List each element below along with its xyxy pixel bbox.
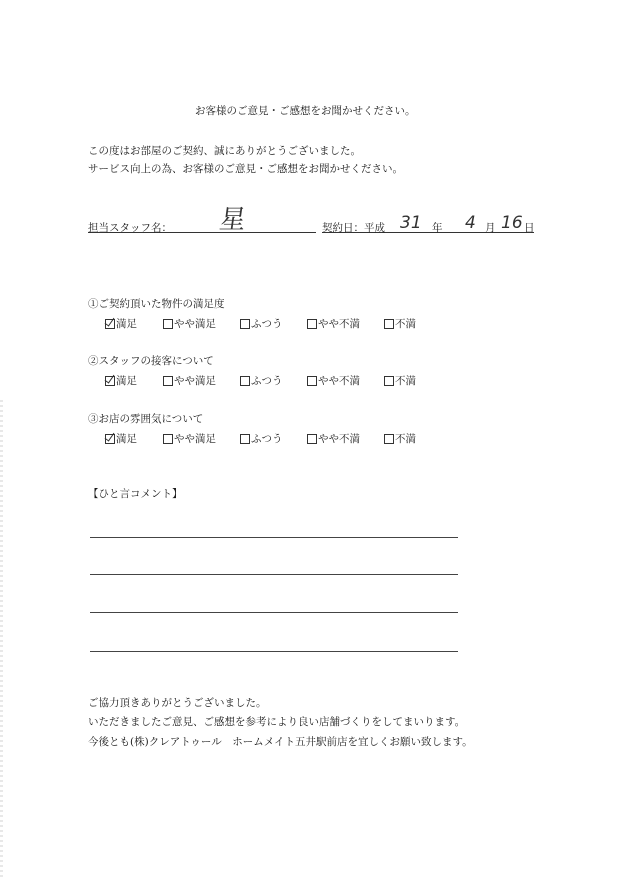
comment-line[interactable] — [90, 537, 458, 538]
rating-option-label: やや満足 — [174, 433, 216, 445]
rating-option[interactable] — [163, 373, 216, 388]
rating-option-label: やや満足 — [174, 375, 216, 387]
rating-option-label: 不満 — [395, 433, 416, 445]
scan-edge-artifact — [0, 400, 3, 879]
form-title: お客様のご意見・ご感想をお聞かせください。 — [195, 105, 416, 117]
rating-option[interactable] — [384, 373, 416, 388]
rating-option-label: ふつう — [251, 375, 283, 387]
staff-signature[interactable]: 星 — [217, 205, 248, 235]
intro-line-1: この度はお部屋のご契約、誠にありがとうございました。 — [88, 145, 361, 157]
checkbox-icon[interactable] — [240, 376, 250, 386]
rating-option[interactable] — [240, 431, 283, 446]
rating-option[interactable] — [105, 316, 137, 331]
rating-option[interactable] — [384, 316, 416, 331]
month-label: 月 — [485, 222, 496, 234]
rating-option[interactable] — [307, 373, 360, 388]
contract-date-label: 契約日：平成 — [322, 222, 385, 234]
checkbox-icon[interactable] — [384, 319, 394, 329]
rating-option-label: やや不満 — [318, 318, 360, 330]
staff-and-date-row — [88, 205, 534, 235]
rating-option[interactable] — [307, 431, 360, 446]
rating-option-label: 満足 — [116, 433, 137, 445]
rating-option[interactable] — [163, 431, 216, 446]
checked-checkbox-icon[interactable] — [105, 319, 115, 329]
rating-option[interactable] — [105, 373, 137, 388]
question-3 — [88, 411, 468, 451]
rating-option[interactable] — [163, 316, 216, 331]
rating-option-label: 満足 — [116, 375, 137, 387]
checkbox-icon[interactable] — [307, 376, 317, 386]
rating-option[interactable] — [240, 316, 283, 331]
checkbox-icon[interactable] — [240, 434, 250, 444]
rating-option-label: やや不満 — [318, 375, 360, 387]
checkbox-icon[interactable] — [384, 376, 394, 386]
rating-option[interactable] — [384, 431, 416, 446]
contract-year-value[interactable]: 31 — [400, 213, 422, 233]
question-heading: ①ご契約頂いた物件の満足度 — [88, 298, 225, 310]
year-label: 年 — [432, 222, 443, 234]
rating-option[interactable] — [307, 316, 360, 331]
staff-label: 担当スタッフ名： — [88, 222, 172, 234]
checkbox-icon[interactable] — [163, 434, 173, 444]
comment-line[interactable] — [90, 651, 458, 652]
rating-option-label: やや満足 — [174, 318, 216, 330]
question-heading: ③お店の雰囲気について — [88, 413, 204, 425]
comment-line[interactable] — [90, 612, 458, 613]
question-heading: ②スタッフの接客について — [88, 355, 214, 367]
checkbox-icon[interactable] — [307, 434, 317, 444]
day-label: 日 — [524, 222, 535, 234]
rating-option-label: ふつう — [251, 433, 283, 445]
checked-checkbox-icon[interactable] — [105, 376, 115, 386]
comment-line[interactable] — [90, 574, 458, 575]
checkbox-icon[interactable] — [384, 434, 394, 444]
closing-line-1: ご協力頂きありがとうございました。 — [88, 697, 267, 709]
intro-line-2: サービス向上の為、お客様のご意見・ご感想をお聞かせください。 — [88, 163, 403, 175]
rating-option[interactable] — [240, 373, 283, 388]
rating-option-label: ふつう — [251, 318, 283, 330]
contract-month-value[interactable]: 4 — [465, 213, 476, 233]
checkbox-icon[interactable] — [163, 319, 173, 329]
closing-line-3: 今後とも(株)クレアトゥール ホームメイト五井駅前店を宜しくお願い致します。 — [88, 736, 473, 748]
comment-heading: 【ひと言コメント】 — [88, 488, 183, 500]
checkbox-icon[interactable] — [163, 376, 173, 386]
rating-option-label: 不満 — [395, 375, 416, 387]
checked-checkbox-icon[interactable] — [105, 434, 115, 444]
checkbox-icon[interactable] — [240, 319, 250, 329]
question-2 — [88, 353, 468, 393]
question-1 — [88, 296, 468, 336]
contract-day-value[interactable]: 16 — [501, 213, 523, 233]
rating-option-label: やや不満 — [318, 433, 360, 445]
rating-option-label: 満足 — [116, 318, 137, 330]
rating-option[interactable] — [105, 431, 137, 446]
checkbox-icon[interactable] — [307, 319, 317, 329]
rating-option-label: 不満 — [395, 318, 416, 330]
closing-line-2: いただきましたご意見、ご感想を参考により良い店舗づくりをしてまいります。 — [88, 716, 466, 728]
